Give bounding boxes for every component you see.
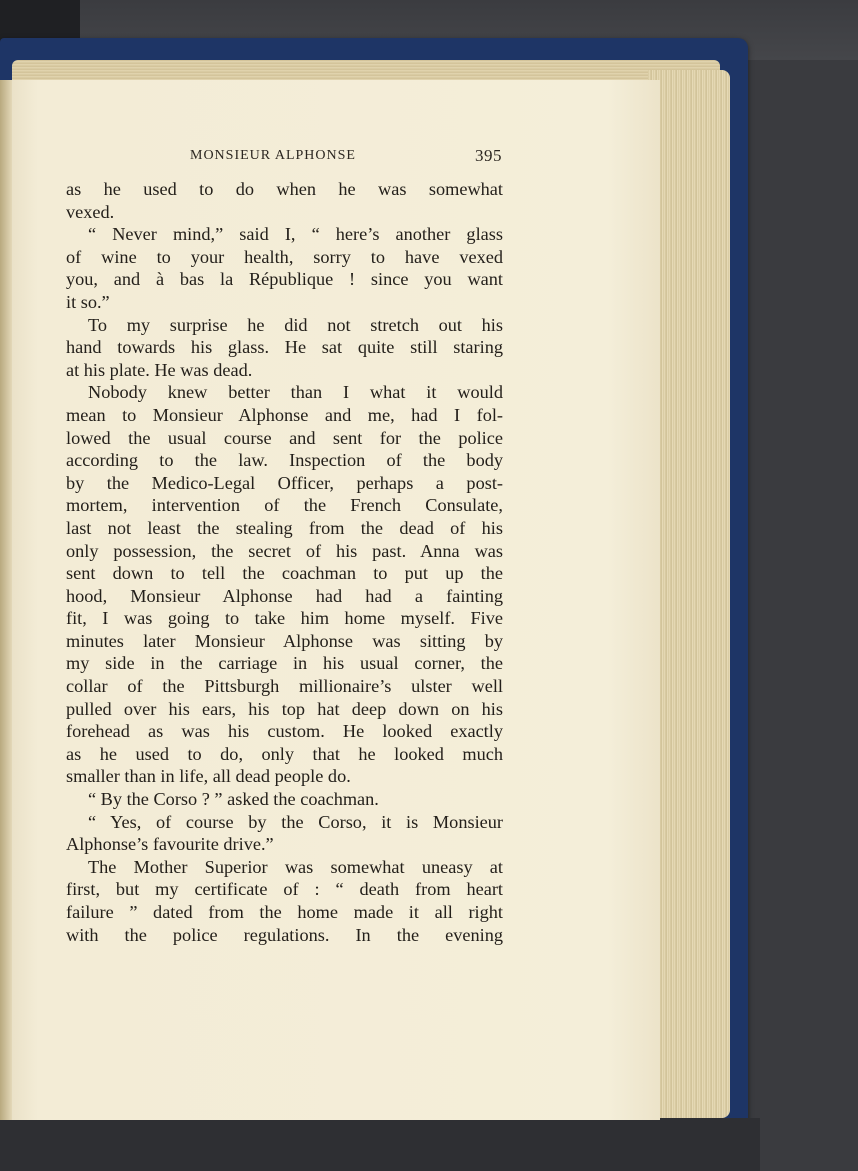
- text-line: forehead as was his custom. He looked exactly: [66, 721, 503, 742]
- text-line: fit, I was going to take him home myself. Five: [66, 608, 503, 629]
- text-line: you, and à bas la République ! since you want: [66, 269, 503, 290]
- page-number: 395: [475, 146, 502, 165]
- text-line: pulled over his ears, his top hat deep down on his: [66, 698, 503, 719]
- text-line: “ Yes, of course by the Corso, it is Monsieur: [88, 811, 503, 832]
- desk-shadow: [0, 1118, 760, 1171]
- text-line: smaller than in life, all dead people do.: [66, 766, 351, 787]
- text-line: with the police regulations. In the evening: [66, 924, 503, 945]
- running-head: [66, 148, 502, 168]
- text-line: vexed.: [66, 201, 115, 222]
- text-line: “ Never mind,” said I, “ here’s another glass: [88, 224, 503, 245]
- text-line: of wine to your health, sorry to have vexed: [66, 246, 503, 267]
- text-line: Alphonse’s favourite drive.”: [66, 834, 274, 855]
- text-line: Nobody knew better than I what it would: [88, 382, 503, 403]
- text-line: my side in the carriage in his usual corner, the: [66, 653, 503, 674]
- text-line: according to the law. Inspection of the body: [66, 450, 503, 471]
- running-title: MONSIEUR ALPHONSE: [190, 148, 356, 163]
- text-line: sent down to tell the coachman to put up the: [66, 563, 503, 584]
- text-line: it so.”: [66, 291, 110, 312]
- text-line: The Mother Superior was somewhat uneasy at: [88, 856, 503, 877]
- text-line: only possession, the secret of his past. Anna was: [66, 540, 503, 561]
- text-line: “ By the Corso ? ” asked the coachman.: [88, 789, 379, 810]
- text-line: collar of the Pittsburgh millionaire’s ulster well: [66, 676, 503, 697]
- page-gutter: [0, 80, 12, 1120]
- text-line: first, but my certificate of : “ death from heart: [66, 879, 503, 900]
- text-line: hand towards his glass. He sat quite still staring: [66, 337, 503, 358]
- page-stack-edge: [648, 70, 730, 1118]
- text-line: by the Medico-Legal Officer, perhaps a post-: [66, 472, 503, 493]
- text-line: last not least the stealing from the dead of his: [66, 517, 503, 538]
- text-line: mean to Monsieur Alphonse and me, had I fol-: [66, 404, 503, 425]
- text-line: mortem, intervention of the French Consulate,: [66, 495, 503, 516]
- body-text: [66, 178, 503, 946]
- text-line: hood, Monsieur Alphonse had had a fainting: [66, 585, 503, 606]
- text-line: failure ” dated from the home made it all right: [66, 902, 503, 922]
- text-line: minutes later Monsieur Alphonse was sitting by: [66, 630, 503, 651]
- text-line: at his plate. He was dead.: [66, 359, 253, 380]
- text-line: lowed the usual course and sent for the police: [66, 427, 503, 448]
- text-line: To my surprise he did not stretch out his: [88, 314, 503, 335]
- text-line: as he used to do when he was somewhat: [66, 179, 503, 199]
- text-line: as he used to do, only that he looked much: [66, 743, 503, 764]
